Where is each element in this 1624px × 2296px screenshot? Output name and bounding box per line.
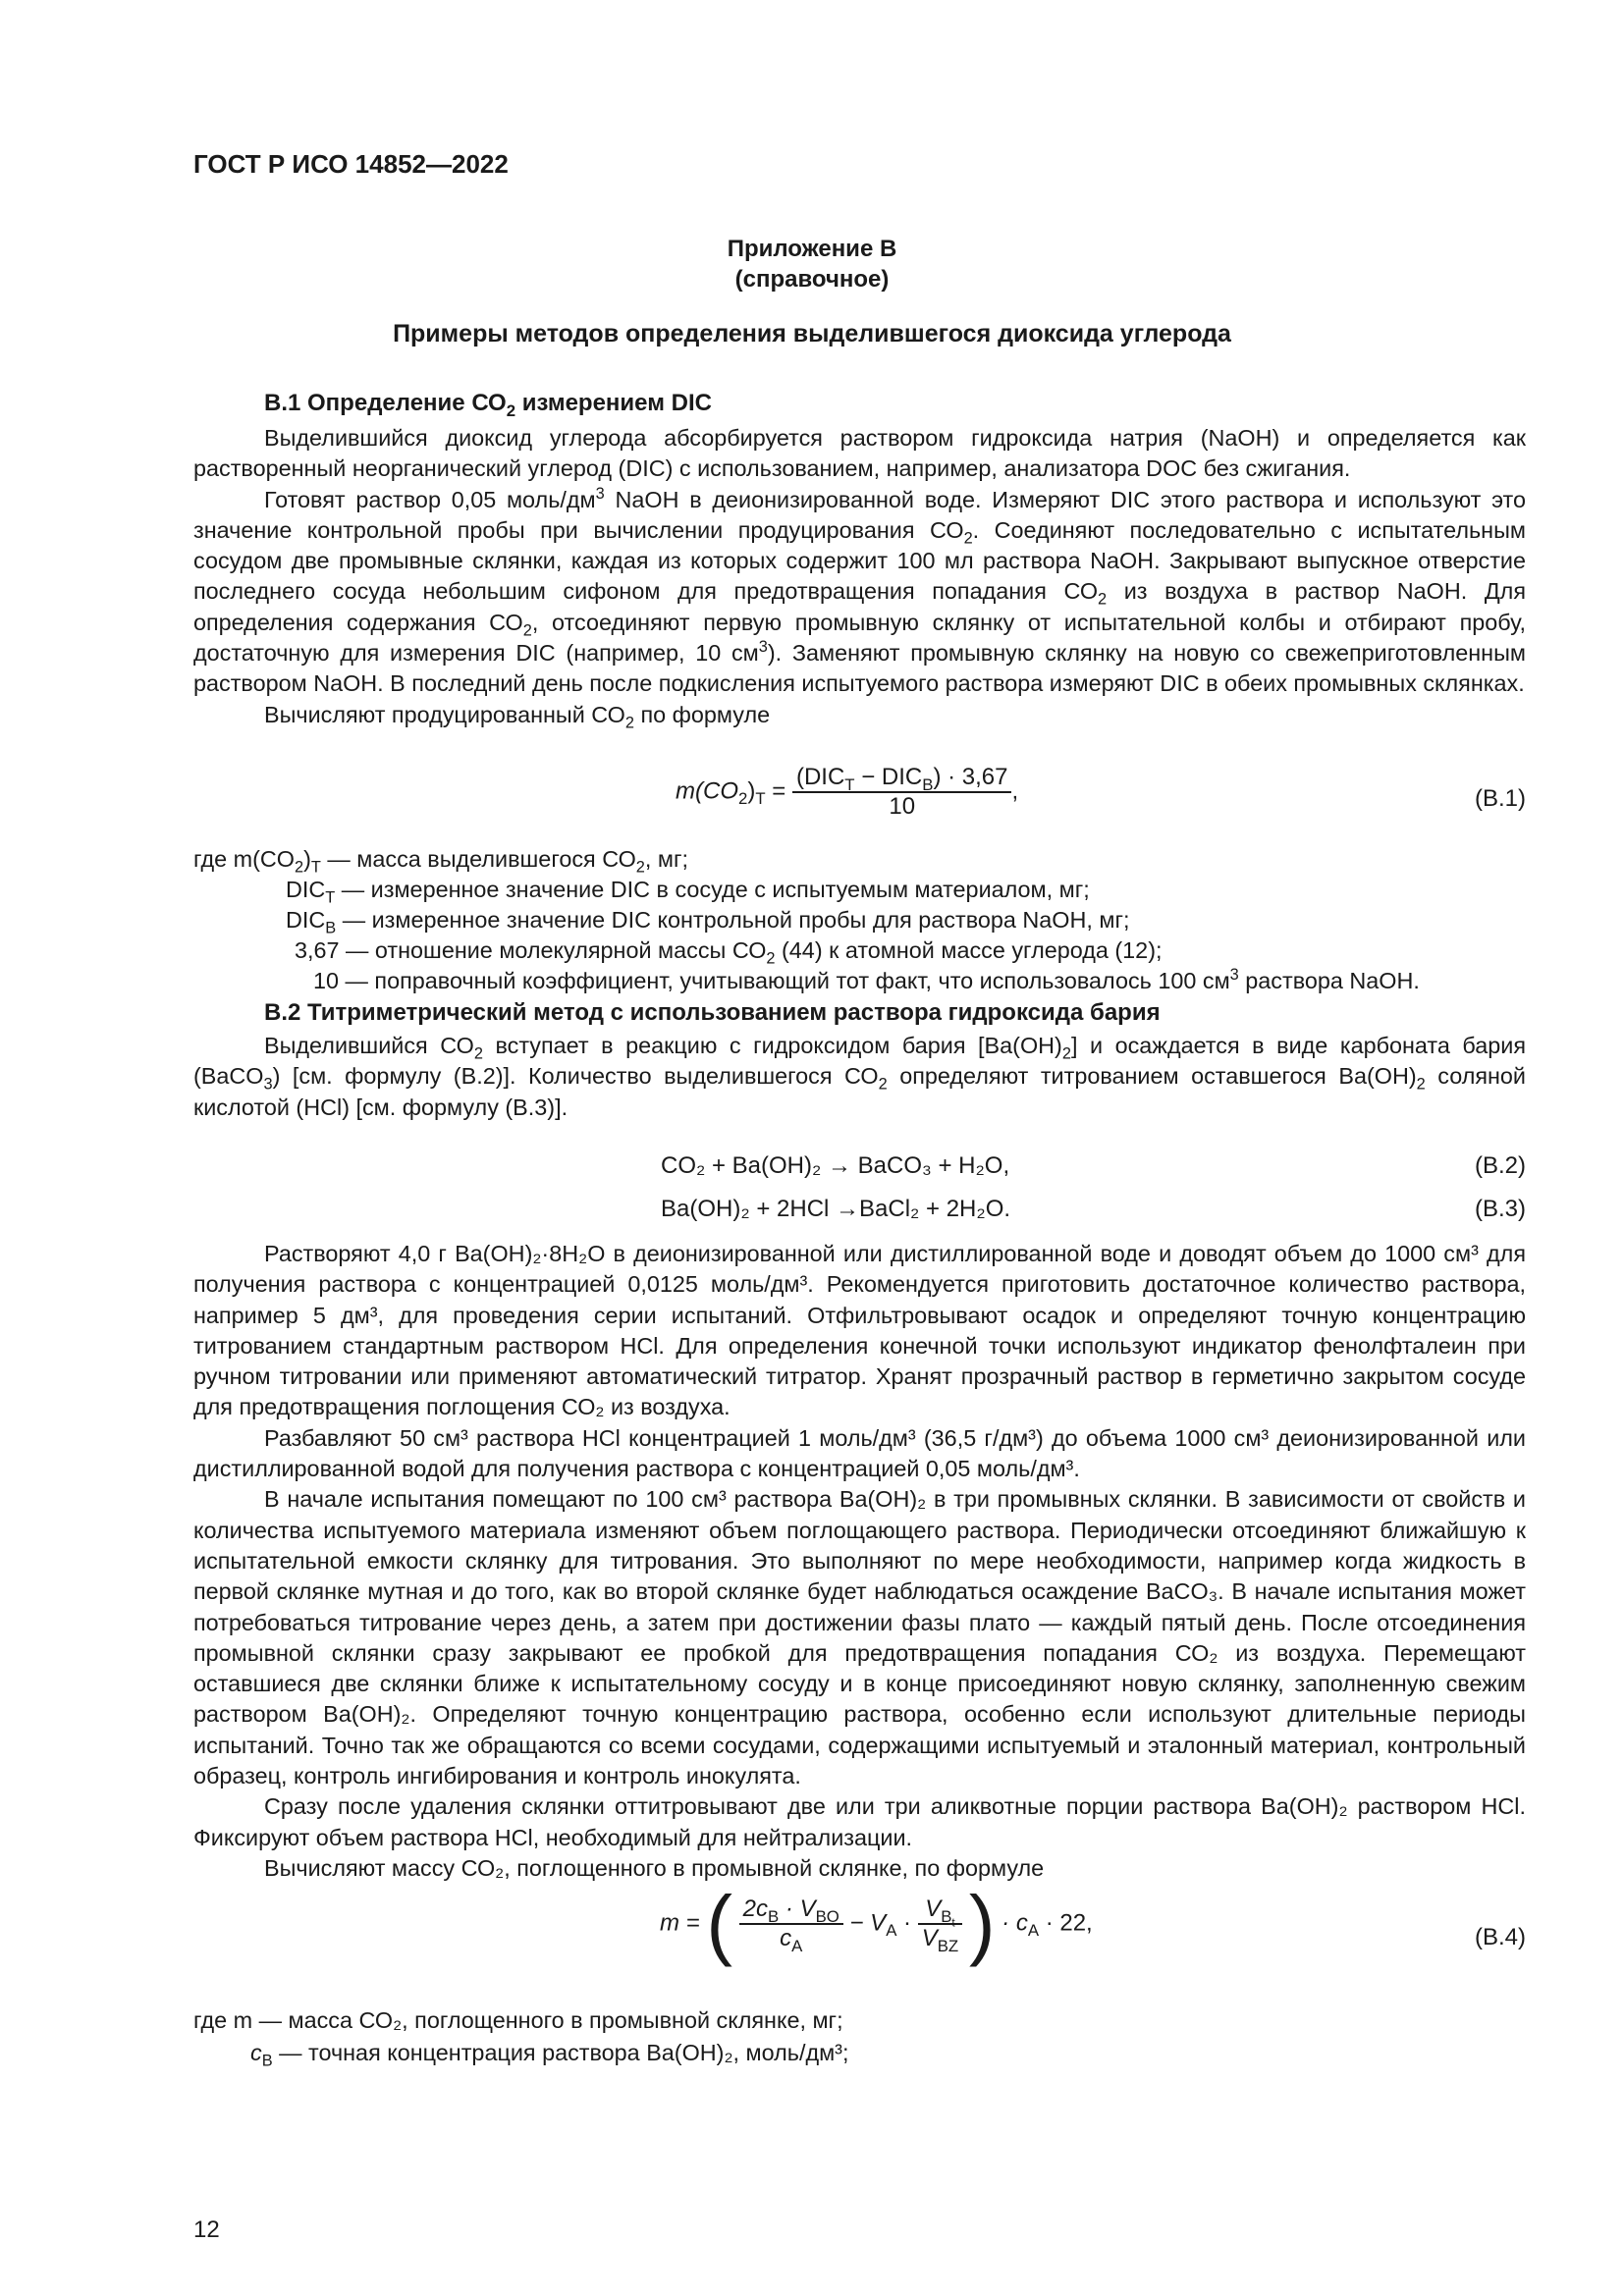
b2-paragraphs — [193, 1239, 1526, 1884]
legend-b1-row-2: $DIC_T$ — измеренное значение DIC в сосуде с испытуемым материалом, мг; — [286, 877, 1090, 907]
legend-b1-row-4: 3,67 — отношение молекулярной массы $СО_2$ (44) к атомной массе углерода (12); — [295, 937, 1163, 968]
equation-b4-fraction-1: $\frac{2c_B \cdot V_{BO}}{c_A}$ — [739, 1896, 843, 1952]
equation-b4-number: (В.4) — [1474, 1924, 1526, 1950]
annex-title: Приложение В — [727, 236, 897, 262]
legend-b1-row-5: 10 — поправочный коэффициент, учитывающий тот факт, что использовалось 100 $см^3$ раствора NaOH. — [313, 966, 1420, 993]
legend-b1-row-3: $DIC_B$ — измеренное значение DIC контрольной пробы для раствора NaOH, мг; — [286, 907, 1130, 937]
equation-b2-number: (В.2) — [1474, 1152, 1526, 1179]
equation-b4: m = ( $\frac{2c_B \cdot V_{BO}}{c_A}$ − $V_A$ · $\frac{V_{B_t}}{V_{BZ}}$ ) · $c_A \cdot 22$, — [660, 1880, 1093, 1967]
equation-b3-number: (В.3) — [1474, 1196, 1526, 1222]
equation-b1-fraction: $\frac{(DIC_T - DIC_B) \cdot 3,67}{10}$ — [792, 764, 1012, 821]
equation-b3: Ba(OH)₂ + 2HCl →BaCl₂ + 2H₂O. — [661, 1196, 1011, 1222]
b2-paragraph-4: В начале испытания помещают по 100 см³ раствора Ba(OH)₂ в три промывных склянки. В зависимости от свойств и количества испытуемого материала изменяют объем поглощающего раствора. Периодически отсоединяют ближайшую к испытательной емкости склянку для титрования. Это выполняют по мере необходимости, например когда жидкость в первой склянке мутная и до того, как во второй склянке будет наблюдаться осаждение BaCO₃. В начале испытания может потребоваться титрование через день, а затем при достижении фазы плато — каждый пятый день. После отсоединения промывной склянки сразу закрывают ее пробкой для предотвращения попадания СО₂ из воздуха. Перемещают оставшиеся две склянки ближе к испытательному сосуду и в конце присоединяют новую склянку, заполненную свежим раствором Ba(OH)₂. Определяют точную концентрацию раствора, особенно если используют длительные периоды испытаний. Точно так же обращаются со всеми сосудами, содержащими испытуемый и эталонный материал, контрольный образец, контроль ингибирования и контроль инокулята. — [193, 1486, 1526, 1789]
equation-b1: $m(CO_2)_T$ = $\frac{(DIC_T - DIC_B) \cdot 3,67}{10}$ , — [676, 764, 1019, 820]
main-title: Примеры методов определения выделившегося диоксида углерода — [393, 320, 1231, 347]
b1-paragraph-3: Вычисляют продуцированный $СО_2$ по формуле — [264, 701, 771, 732]
b2-paragraph-6: Вычисляют массу СО₂, поглощенного в промывной склянке, по формуле — [264, 1854, 1045, 1881]
equation-b4-fraction-2: $\frac{V_{B_t}}{V_{BZ}}$ — [918, 1896, 962, 1952]
document-header: ГОСТ Р ИСО 14852—2022 — [193, 149, 509, 179]
equation-b1-number: (В.1) — [1474, 785, 1526, 812]
section-b1-heading: В.1 Определение $СО_2$ измерением DIC — [264, 390, 712, 420]
b2-paragraph-1: Выделившийся $СО_2$ вступает в реакцию с гидроксидом бария $[Ba(OH)_2]$ и осаждается в виде карбоната бария (BaCO$_3$) [см. формулу (В.2)]. Количество выделившегося $СО_2$ определяют титрованием оставшегося $Ba(OH)_2$ соляной кислотой (HCl) [см. формулу (В.3)]. — [193, 1033, 1527, 1120]
legend-b1-row-1: где $m(CO_2)_T$ — масса выделившегося $СО_2$, мг; — [193, 846, 688, 877]
b1-paragraph-2: Готовят раствор 0,05 моль/$дм^3$ NaOH в деионизированной воде. Измеряют DIC этого раствора и используют это значение контрольной пробы при вычислении продуцирования $СО_2$. Соединяют последовательно с испытательным сосудом две промывные склянки, каждая из которых содержит 100 мл раствора NaOH. Закрывают выпускное отверстие последнего сосуда небольшим сифоном для предотвращения попадания $СО_2$ из воздуха в раствор NaOH. Для определения содержания $СО_2$, отсоединяют первую промывную склянку от испытательной колбы и отбирают пробу, достаточную для измерения DIC (например, 10 $см^3$). Заменяют промывную склянку на новую со свежеприготовленным раствором NaOH. В последний день после подкисления испытуемого раствора измеряют DIC в обеих промывных склянках. — [193, 484, 1527, 697]
page-number: 12 — [193, 2216, 220, 2243]
b2-paragraph-2: Растворяют 4,0 г Ba(OH)₂·8H₂O в деионизированной или дистиллированной воде и доводят объем до 1000 см³ для получения раствора с концентрацией 0,0125 моль/дм³. Рекомендуется приготовить достаточное количество раствора, например 5 дм³, для проведения серии испытаний. Отфильтровывают осадок и определяют точную концентрацию титрованием стандартным раствором HCl. Для определения конечной точки используют индикатор фенолфталеин при ручном титровании или применяют автоматический титратор. Хранят прозрачный раствор в герметично закрытом сосуде для предотвращения поглощения СО₂ из воздуха. — [193, 1241, 1526, 1420]
b1-paragraph-1: Выделившийся диоксид углерода абсорбируется раствором гидроксида натрия (NaOH) и определяется как растворенный неорганический углерод (DIC) с использованием, например, анализатора DOC без сжигания. — [193, 425, 1526, 482]
b1-paragraphs — [193, 423, 1526, 730]
section-b2-heading: В.2 Титриметрический метод с использованием раствора гидроксида бария — [264, 999, 1161, 1026]
legend-b2-row-1: где m — масса СО₂, поглощенного в промывной склянке, мг; — [193, 2007, 843, 2033]
annex-subtitle: (справочное) — [734, 266, 890, 293]
legend-b2-row-2: $c_B$ — точная концентрация раствора Ba(OH)₂, моль/дм³; — [250, 2040, 849, 2070]
b2-paragraph-5: Сразу после удаления склянки оттитровывают две или три аликвотные порции раствора Ba(OH)₂ раствором HCl. Фиксируют объем раствора HCl, необходимый для нейтрализации. — [193, 1793, 1526, 1850]
b2-paragraph-3: Разбавляют 50 см³ раствора HCl концентрацией 1 моль/дм³ (36,5 г/дм³) до объема 1000 см³ деионизированной или дистиллированной водой для получения раствора с концентрацией 0,05 моль/дм³. — [193, 1424, 1526, 1482]
equation-b2: CO₂ + Ba(OH)₂ → BaCO₃ + H₂O, — [661, 1152, 1010, 1179]
